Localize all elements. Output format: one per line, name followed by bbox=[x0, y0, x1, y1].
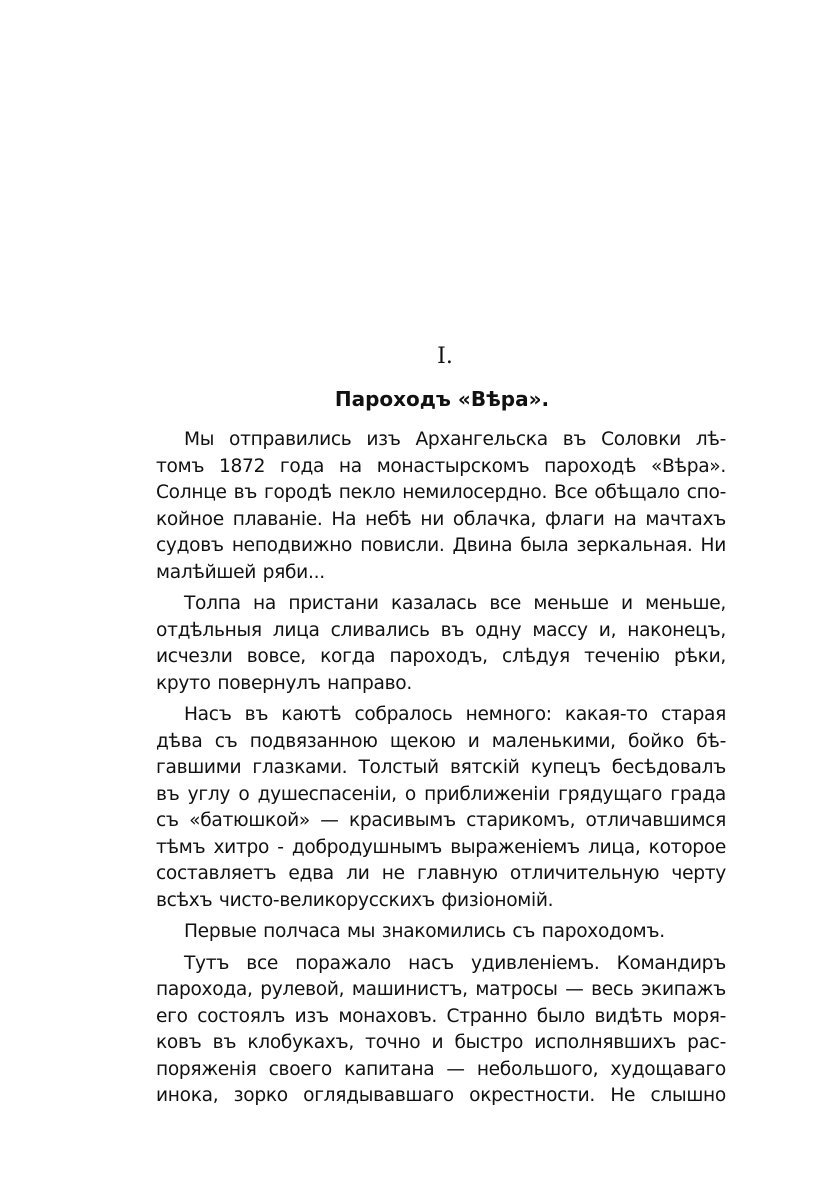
paragraph bbox=[156, 591, 726, 697]
text-line: отдѣльныя лица сливались въ одну массу и, наконецъ, bbox=[156, 619, 726, 641]
text-line: ковъ въ клобукахъ, точно и быстро исполнявшихъ рас- bbox=[156, 1032, 726, 1053]
text-line: его состоялъ изъ монаховъ. Странно было видѣть моря- bbox=[156, 1005, 726, 1027]
paragraph bbox=[156, 702, 726, 914]
text-line: малѣйшей ряби... bbox=[156, 561, 325, 583]
text-line: Насъ въ каютѣ собралось немного: какая-то старая bbox=[184, 704, 726, 725]
text-line: Солнце въ городѣ пекло немилосердно. Все обѣщало спо- bbox=[156, 482, 726, 503]
text-line: тѣмъ хитро - добродушнымъ выраженіемъ лица, которое bbox=[156, 836, 726, 858]
text-line: дѣва съ подвязанною щекою и маленькими, бойко бѣ- bbox=[156, 730, 726, 752]
text-line: судовъ неподвижно повисли. Двина была зеркальная. Ни bbox=[156, 535, 726, 556]
paragraph bbox=[156, 919, 726, 946]
text-line: составляетъ едва ли не главную отличительную черту bbox=[156, 863, 726, 884]
paragraph bbox=[156, 951, 726, 1110]
text-line: койное плаваніе. На небѣ ни облачка, флаги на мачтахъ bbox=[156, 508, 726, 530]
text-line: исчезли вовсе, когда пароходъ, слѣдуя теченію рѣки, bbox=[156, 646, 726, 667]
text-line: Тутъ все поражало насъ удивленіемъ. Командиръ bbox=[184, 952, 726, 974]
paragraph bbox=[156, 427, 726, 586]
text-line: Толпа на пристани казалась все меньше и меньше, bbox=[184, 593, 726, 614]
text-line: парохода, рулевой, машинистъ, матросы — весь экипажъ bbox=[156, 979, 726, 1000]
text-line: Мы отправились изъ Архангельска въ Соловки лѣ- bbox=[184, 429, 726, 450]
text-line: въ углу о душеспасеніи, о приближеніи грядущаго града bbox=[156, 783, 726, 805]
chapter-title: Пароходъ «Вѣра». bbox=[334, 387, 550, 411]
text-line: томъ 1872 года на монастырскомъ пароходѣ «Вѣра». bbox=[156, 455, 726, 477]
text-line: инока, зорко оглядывавшаго окрестности. Не слышно bbox=[156, 1085, 726, 1106]
text-line: всѣхъ чисто-великорусскихъ физіономій. bbox=[156, 889, 554, 911]
chapter-body bbox=[156, 427, 726, 1115]
text-line: поряженія своего капитана — небольшого, худощаваго bbox=[156, 1058, 726, 1080]
chapter-number: I. bbox=[437, 344, 453, 369]
text-line: круто повернулъ направо. bbox=[156, 672, 412, 694]
text-line: Первые полчаса мы знакомились съ пароходомъ. bbox=[184, 921, 665, 942]
text-line: гавшими глазками. Толстый вятскій купецъ бесѣдовалъ bbox=[156, 757, 726, 778]
text-line: съ «батюшкой» — красивымъ старикомъ, отличавшимся bbox=[156, 810, 726, 831]
